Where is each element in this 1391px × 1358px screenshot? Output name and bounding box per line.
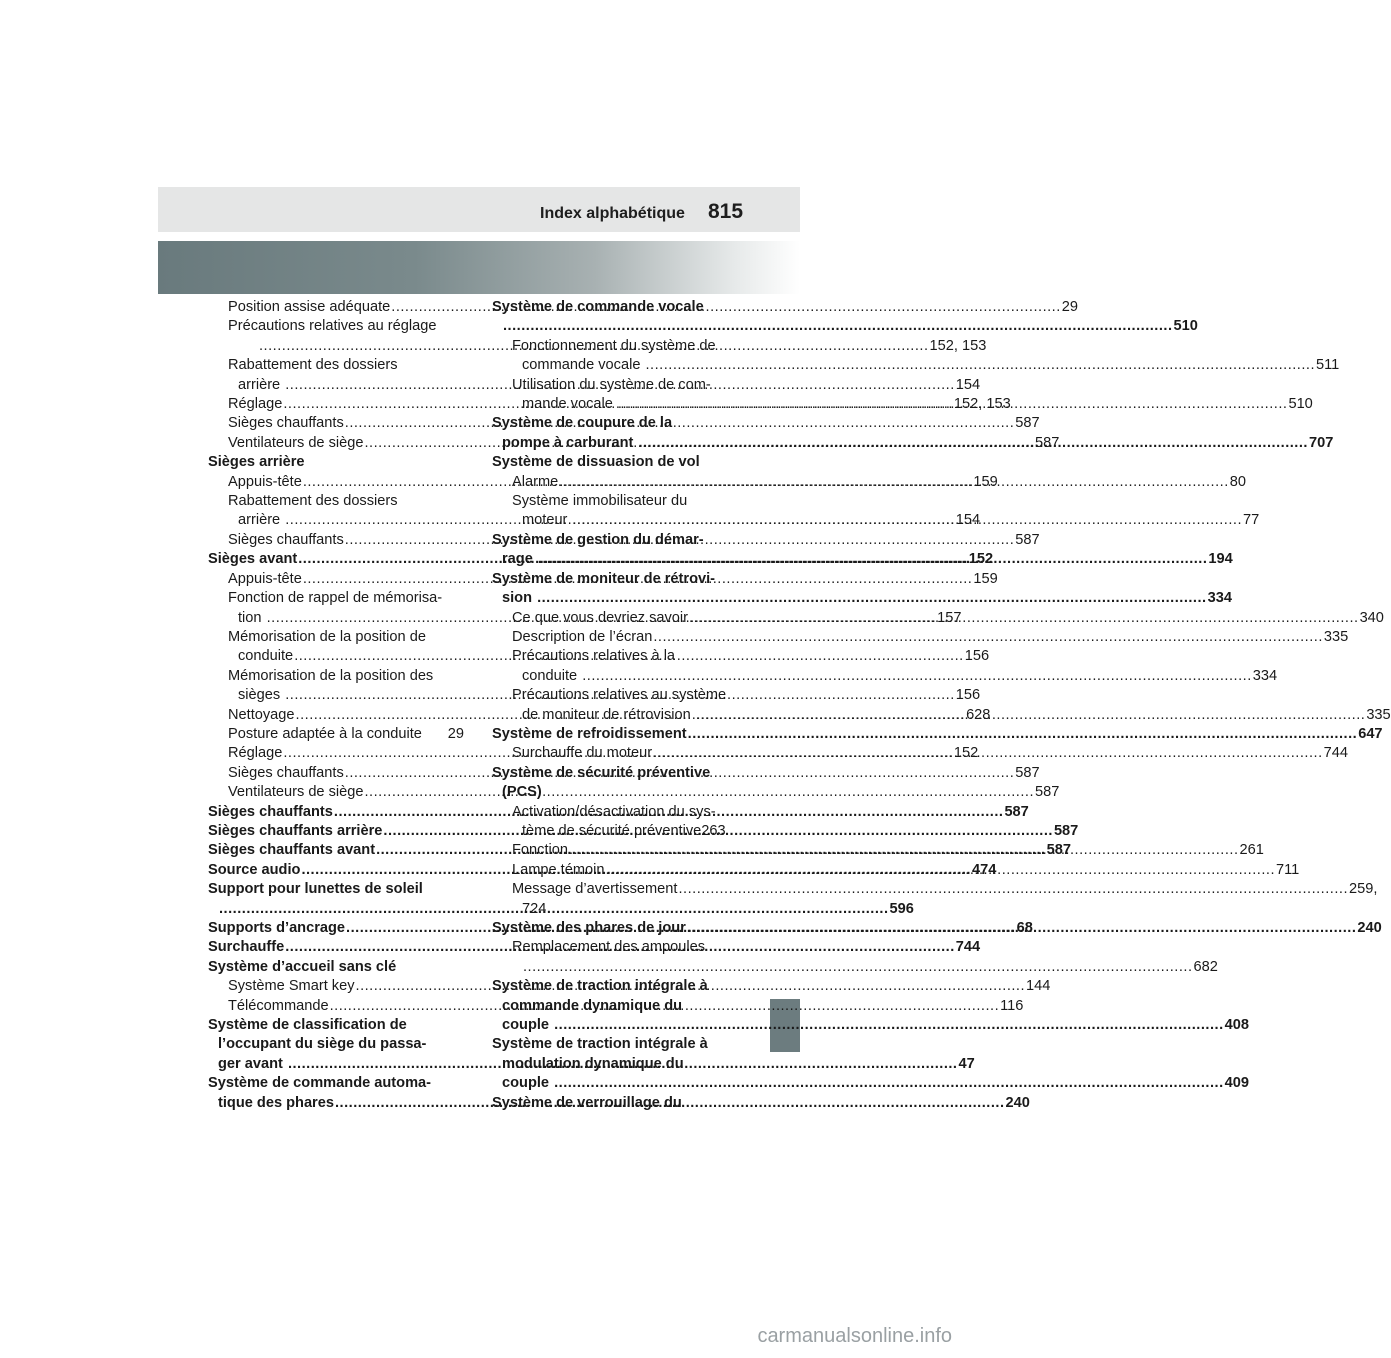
page-reference[interactable]: 194 bbox=[1208, 551, 1233, 568]
index-term: Sièges avant bbox=[208, 551, 298, 568]
index-line bbox=[512, 492, 748, 511]
index-line bbox=[208, 453, 464, 472]
dot-leader bbox=[569, 841, 1239, 860]
index-term: couple bbox=[502, 1075, 554, 1092]
dot-leader bbox=[559, 473, 1229, 492]
index-term: Réglage bbox=[228, 396, 283, 413]
index-term: sion bbox=[502, 590, 537, 607]
dot-leader bbox=[689, 609, 1359, 628]
page-number: 815 bbox=[708, 200, 744, 223]
index-line bbox=[512, 356, 1340, 375]
page-reference[interactable]: 116 bbox=[1000, 997, 1024, 1014]
index-term: commande dynamique du bbox=[502, 997, 683, 1014]
index-term: Utilisation du système de com- bbox=[512, 376, 711, 393]
index-line bbox=[512, 880, 1378, 899]
page-reference[interactable]: 647 bbox=[1358, 725, 1383, 742]
page-reference[interactable]: 511 bbox=[1316, 357, 1340, 374]
dot-leader bbox=[523, 959, 1193, 975]
index-term: Position assise adéquate bbox=[228, 299, 391, 315]
index-term: 724 bbox=[522, 900, 547, 917]
index-term: Système de traction intégrale à bbox=[492, 978, 708, 995]
page-reference[interactable]: 334 bbox=[1252, 667, 1278, 684]
index-subentry bbox=[208, 725, 464, 744]
index-line bbox=[492, 414, 748, 433]
watermark: carmanualsonline.info bbox=[757, 1325, 952, 1347]
index-line bbox=[492, 764, 748, 783]
index-term: conduite bbox=[238, 648, 294, 665]
index-line bbox=[228, 628, 464, 647]
index-term: l’occupant du siège du passa- bbox=[218, 1036, 427, 1053]
page-reference[interactable]: 596 bbox=[889, 900, 914, 917]
dot-leader bbox=[537, 590, 1207, 606]
page-reference[interactable]: 707 bbox=[1308, 434, 1334, 451]
index-term: Système de sécurité préventive bbox=[492, 764, 711, 781]
page-reference[interactable]: 408 bbox=[1224, 1017, 1249, 1034]
index-term: Sièges chauffants bbox=[228, 531, 344, 548]
index-entry bbox=[492, 764, 748, 803]
index-term: Support pour lunettes de soleil bbox=[208, 881, 423, 898]
page-reference[interactable]: 587 bbox=[1015, 531, 1040, 548]
page-reference[interactable]: 159 bbox=[973, 473, 998, 490]
index-line bbox=[492, 589, 1232, 608]
index-term: Ventilateurs de siège bbox=[228, 784, 364, 801]
page-reference[interactable]: 587 bbox=[1015, 415, 1040, 432]
index-line bbox=[512, 900, 748, 919]
index-term: arrière bbox=[238, 376, 285, 393]
index-line bbox=[208, 1074, 464, 1093]
index-term: Mémorisation de la position de bbox=[228, 628, 426, 645]
index-line bbox=[512, 958, 1218, 977]
index-term: Sièges chauffants avant bbox=[208, 842, 376, 859]
page-reference[interactable]: 682 bbox=[1193, 958, 1218, 975]
page-reference[interactable]: 80 bbox=[1229, 473, 1246, 490]
page-reference[interactable]: 335 bbox=[1323, 628, 1349, 645]
index-term: Activation/désactivation du sys- bbox=[512, 803, 716, 820]
index-term: Supports d’ancrage bbox=[208, 920, 346, 936]
index-line bbox=[228, 667, 464, 686]
index-term: Fonction bbox=[512, 842, 568, 859]
index-line bbox=[208, 958, 464, 977]
dot-leader bbox=[538, 551, 1208, 567]
page-reference[interactable]: 29 bbox=[447, 725, 464, 742]
index-line bbox=[492, 298, 748, 317]
index-term: modulation dynamique du bbox=[502, 1055, 684, 1072]
index-line bbox=[512, 803, 748, 822]
index-entry bbox=[492, 1094, 748, 1113]
index-entry bbox=[208, 453, 464, 472]
page-reference[interactable]: 711 bbox=[1276, 861, 1300, 878]
page-reference[interactable]: 47 bbox=[958, 1055, 975, 1072]
page-reference[interactable]: 587 bbox=[1035, 784, 1060, 801]
index-line bbox=[492, 1094, 748, 1113]
index-term: Système des phares de jour bbox=[492, 920, 686, 936]
index-line bbox=[492, 1074, 1249, 1093]
header-bar bbox=[158, 187, 800, 232]
index-term: Ventilateurs de siège bbox=[228, 434, 364, 451]
page-reference[interactable]: 152, 153 bbox=[953, 396, 1011, 413]
dot-leader bbox=[646, 357, 1316, 373]
index-line bbox=[492, 570, 748, 589]
index-term: (PCS) bbox=[502, 784, 542, 801]
index-term: Rabattement des dossiers bbox=[228, 357, 398, 374]
page-reference[interactable]: 263 bbox=[701, 822, 726, 839]
page-reference[interactable]: 156 bbox=[955, 687, 981, 704]
dot-leader bbox=[618, 396, 1288, 412]
page-reference[interactable]: 409 bbox=[1224, 1075, 1249, 1092]
index-term: Posture adaptée à la conduite bbox=[228, 725, 422, 742]
index-term: Fonctionnement du système de bbox=[512, 337, 716, 354]
index-entry bbox=[492, 453, 748, 472]
page-reference[interactable]: 144 bbox=[1026, 978, 1051, 995]
index-term: pompe à carburant bbox=[502, 434, 638, 451]
dot-leader bbox=[605, 861, 1275, 880]
index-line bbox=[512, 822, 748, 841]
page-reference[interactable]: 510 bbox=[1173, 318, 1198, 335]
index-term: Sièges chauffants bbox=[228, 764, 344, 781]
index-term: Alarme bbox=[512, 473, 559, 490]
page-reference[interactable]: 154 bbox=[955, 376, 981, 393]
index-term: de moniteur de rétrovision bbox=[522, 706, 695, 723]
dot-leader bbox=[653, 744, 1323, 763]
index-term: Système de gestion du démar- bbox=[492, 531, 704, 548]
page-reference[interactable]: 587 bbox=[1004, 803, 1029, 820]
index-term: Système Smart key bbox=[228, 978, 355, 995]
index-term: Précautions relatives à la bbox=[512, 648, 676, 665]
page-reference[interactable]: 240 bbox=[1005, 1094, 1030, 1111]
index-line bbox=[492, 531, 748, 550]
page-reference[interactable]: 259, bbox=[1349, 881, 1378, 898]
page-reference[interactable]: 335 bbox=[1366, 706, 1391, 723]
index-line bbox=[492, 1016, 1249, 1035]
index-term: Appuis-tête bbox=[228, 570, 302, 587]
index-line bbox=[208, 1016, 464, 1035]
index-term: Remplacement des ampoules bbox=[512, 939, 706, 956]
index-term: Surchauffe bbox=[208, 939, 285, 956]
index-term: Ce que vous devriez savoir bbox=[512, 609, 689, 626]
index-term: Surchauffe du moteur bbox=[512, 745, 653, 762]
index-line bbox=[492, 783, 748, 802]
index-term: Système de refroidissement bbox=[492, 725, 687, 742]
index-line bbox=[512, 376, 748, 395]
dot-leader bbox=[678, 880, 1348, 899]
page-reference[interactable]: 587 bbox=[1053, 822, 1079, 839]
index-term: mande vocale bbox=[522, 396, 617, 413]
page-reference[interactable]: 628 bbox=[966, 706, 991, 723]
dot-leader bbox=[688, 725, 1358, 744]
index-term: sièges bbox=[238, 687, 285, 704]
index-term: rage bbox=[502, 551, 537, 568]
page-reference[interactable]: 587 bbox=[1046, 842, 1071, 859]
index-line bbox=[228, 725, 464, 744]
index-term: Fonction de rappel de mémorisa- bbox=[228, 590, 443, 607]
index-line bbox=[512, 686, 748, 705]
page-reference[interactable]: 340 bbox=[1359, 609, 1384, 626]
index-term: Sièges chauffants bbox=[228, 415, 344, 432]
index-term: Système de commande vocale bbox=[492, 299, 704, 315]
page-reference[interactable]: 744 bbox=[955, 939, 981, 956]
index-line bbox=[492, 725, 1383, 744]
index-term: Source audio bbox=[208, 861, 301, 878]
index-subentry bbox=[492, 628, 1349, 647]
page-reference[interactable]: 152 bbox=[953, 745, 979, 762]
index-term: Nettoyage bbox=[228, 706, 295, 723]
dot-leader bbox=[582, 668, 1252, 684]
index-line bbox=[492, 1055, 748, 1074]
index-term: Système de moniteur de rétrovi- bbox=[492, 570, 716, 587]
index-term: Sièges chauffants bbox=[208, 803, 333, 820]
index-line bbox=[228, 589, 464, 608]
index-entry bbox=[492, 725, 1383, 744]
index-line bbox=[512, 628, 1349, 647]
dot-leader bbox=[696, 707, 1366, 723]
index-line bbox=[492, 1035, 748, 1054]
index-term: Système de traction intégrale à bbox=[492, 1036, 708, 1053]
page-reference[interactable]: 157 bbox=[937, 609, 962, 626]
index-term: commande vocale bbox=[522, 357, 645, 374]
index-term: Sièges arrière bbox=[208, 454, 305, 471]
page-reference[interactable]: 334 bbox=[1207, 590, 1232, 607]
index-term: conduite bbox=[522, 667, 582, 684]
page-reference[interactable]: 159 bbox=[973, 570, 998, 587]
index-term: Mémorisation de la position des bbox=[228, 667, 434, 684]
dot-leader bbox=[503, 318, 1173, 334]
page-reference[interactable]: 154 bbox=[955, 512, 981, 529]
index-term: Message d’avertissement bbox=[512, 881, 678, 898]
dot-leader bbox=[554, 1017, 1224, 1033]
index-term: tion bbox=[238, 609, 266, 626]
index-line bbox=[228, 356, 464, 375]
index-line bbox=[512, 647, 748, 666]
dot-leader bbox=[687, 919, 1357, 938]
index-term: Appuis-tête bbox=[228, 473, 302, 490]
index-term: Précautions relatives au réglage bbox=[228, 318, 437, 335]
dot-leader bbox=[572, 512, 1242, 528]
page-reference[interactable]: 240 bbox=[1357, 920, 1382, 936]
index-term: Précautions relatives au système bbox=[512, 687, 727, 704]
index-term: Système immobilisateur du bbox=[512, 493, 688, 510]
index-term: Système de coupure de la bbox=[492, 415, 673, 432]
index-term: moteur bbox=[522, 512, 572, 529]
index-term: Système de dissuasion de vol bbox=[492, 454, 700, 471]
index-line bbox=[492, 997, 748, 1016]
page-reference[interactable]: 744 bbox=[1323, 745, 1348, 762]
page-reference[interactable]: 587 bbox=[1035, 434, 1060, 451]
index-term: Description de l’écran bbox=[512, 628, 653, 645]
index-line bbox=[512, 938, 748, 957]
dot-leader bbox=[653, 628, 1323, 647]
index-term: Réglage bbox=[228, 745, 283, 762]
page-reference[interactable]: 152 bbox=[968, 551, 994, 568]
page-reference[interactable]: 152, 153 bbox=[929, 337, 987, 354]
page-reference[interactable]: 510 bbox=[1288, 396, 1313, 413]
index-term: Sièges chauffants arrière bbox=[208, 822, 383, 839]
index-term: couple bbox=[502, 1017, 554, 1034]
page-reference[interactable]: 261 bbox=[1239, 842, 1264, 859]
index-line bbox=[228, 317, 464, 336]
index-term: Système d’accueil sans clé bbox=[208, 958, 397, 975]
index-line bbox=[228, 492, 464, 511]
index-term: arrière bbox=[238, 512, 285, 529]
index-term: Télécommande bbox=[228, 997, 329, 1014]
index-term: tique des phares bbox=[218, 1094, 334, 1111]
index-line bbox=[492, 453, 748, 472]
index-line bbox=[512, 337, 748, 356]
index-term: Système de classification de bbox=[208, 1017, 407, 1034]
index-line bbox=[208, 1035, 464, 1054]
index-term: Lampe témoin bbox=[512, 861, 605, 878]
dot-leader bbox=[554, 1075, 1224, 1091]
page-reference[interactable]: 474 bbox=[971, 861, 997, 878]
page-reference[interactable]: 77 bbox=[1243, 512, 1260, 529]
index-term: Système de commande automa- bbox=[208, 1075, 432, 1092]
index-line bbox=[492, 317, 1198, 336]
index-term: Rabattement des dossiers bbox=[228, 493, 398, 510]
page-reference[interactable]: 68 bbox=[1016, 920, 1033, 936]
page-reference[interactable]: 587 bbox=[1015, 764, 1040, 781]
index-term: Système de verrouillage du bbox=[492, 1094, 682, 1111]
index-line bbox=[208, 880, 464, 899]
index-entry bbox=[208, 958, 464, 977]
dot-leader bbox=[638, 435, 1308, 451]
page-title: Index alphabétique bbox=[540, 205, 685, 222]
index-term: tème de sécurité préventive bbox=[522, 822, 702, 839]
decorative-band bbox=[158, 241, 800, 294]
index-subentry bbox=[492, 803, 748, 842]
page-reference[interactable]: 29 bbox=[1061, 299, 1079, 315]
index-line bbox=[492, 977, 748, 996]
page-reference[interactable]: 156 bbox=[964, 648, 990, 665]
index-term: ger avant bbox=[218, 1055, 287, 1072]
index-line bbox=[512, 667, 1278, 686]
